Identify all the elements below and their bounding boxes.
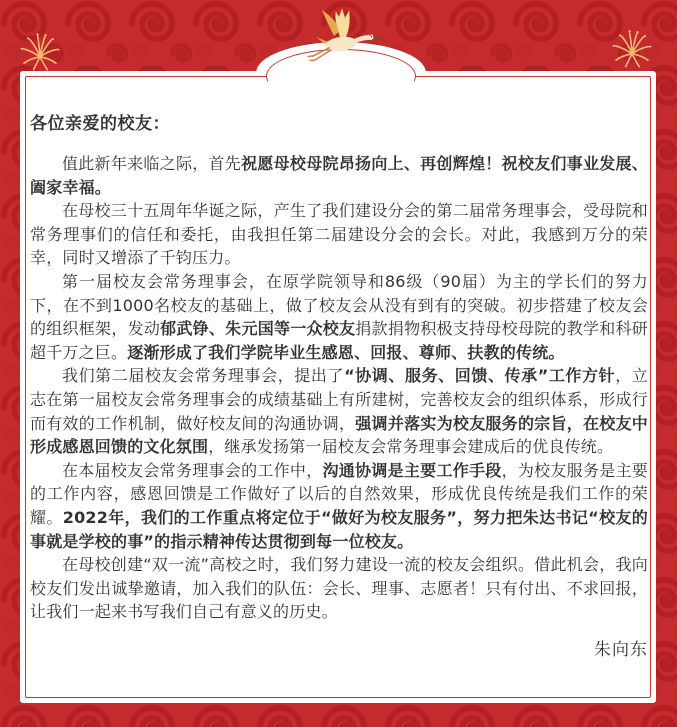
body-text: 我们第二届校友会常务理事会，提出了: [62, 366, 345, 386]
crane-icon: [296, 6, 386, 66]
body-text: 第一届校友会常务理事会，在原学院领导和86级（90届）为主的学长们的努力下，在不到1000名校友的基础上，做了校友会从没有到有的突破。初步搭建了校友会的组织框架，发动: [30, 271, 648, 339]
body-text: 在母校三十五周年华诞之际，产生了我们建设分会的第二届常务理事会，受母院和常务理事们的信任和委托，由我担任第二届建设分会的会长。对此，我感到万分的荣幸，同时又增添了千钧压力。: [30, 201, 648, 268]
firework-icon: [16, 28, 64, 76]
emphasis-text: 2022年，我们的工作重点将定位于“做好为校友服务”，努力把朱达书记“校友的事就是学校的事”的指示精神传达贯彻到每一位校友。: [30, 507, 648, 551]
paragraph: [30, 364, 648, 458]
signature: 朱向东: [594, 639, 648, 660]
arch-cover: [268, 78, 414, 108]
emphasis-text: 郁武铮、朱元国等一众校友: [160, 319, 356, 339]
body-text: ，继承发扬第一届校友会常务理事会建成后的优良传统。: [208, 437, 614, 457]
emphasis-text: 沟通协调是主要工作手段: [322, 460, 502, 480]
paragraph: [30, 152, 648, 199]
letter-content: [30, 112, 648, 662]
paragraph: [30, 459, 648, 553]
body-text: ，立志在第一届校友会常务理事会的成绩基础上有所建树，完善校友会的组织体系，形成行而有效的工作机制，做好校友间的沟通协调，: [30, 366, 649, 433]
paragraph: [30, 553, 648, 624]
paragraph: [30, 270, 648, 364]
emphasis-text: 逐渐形成了我们学院毕业生感恩、回报、尊师、扶教的传统。: [127, 342, 565, 362]
body-text: 在母校创建“双一流”高校之时，我们努力建设一流的校友会组织。借此机会，我向校友们发出诚挚邀请，加入我们的队伍：会长、理事、志愿者！只有付出、不求回报，让我们一起来书写我们自己有意义的历史。: [30, 555, 648, 622]
body-text: 值此新年来临之际，首先: [62, 154, 242, 173]
body-text: 捐款捐物积极支持母校母院的教学和科研超千万之巨。: [30, 319, 648, 362]
body-text: 在本届校友会常务理事会的工作中，: [62, 460, 323, 480]
letter-body: [30, 152, 648, 624]
salutation: 各位亲爱的校友：: [30, 114, 170, 134]
firework-icon: [608, 25, 656, 73]
emphasis-text: 祝愿母校母院昂扬向上、再创辉煌！祝校友们事业发展、阖家幸福。: [30, 154, 648, 197]
paragraph: [30, 199, 648, 270]
emphasis-text: “协调、服务、回馈、传承”工作方针: [344, 366, 616, 386]
body-text: ，为校友服务是主要的工作内容，感恩回馈是工作做好了以后的自然效果，形成优良传统是我们工作的荣耀。: [30, 460, 648, 527]
emphasis-text: 强调并落实为校友服务的宗旨，在校友中形成感恩回馈的文化氛围: [30, 413, 648, 457]
